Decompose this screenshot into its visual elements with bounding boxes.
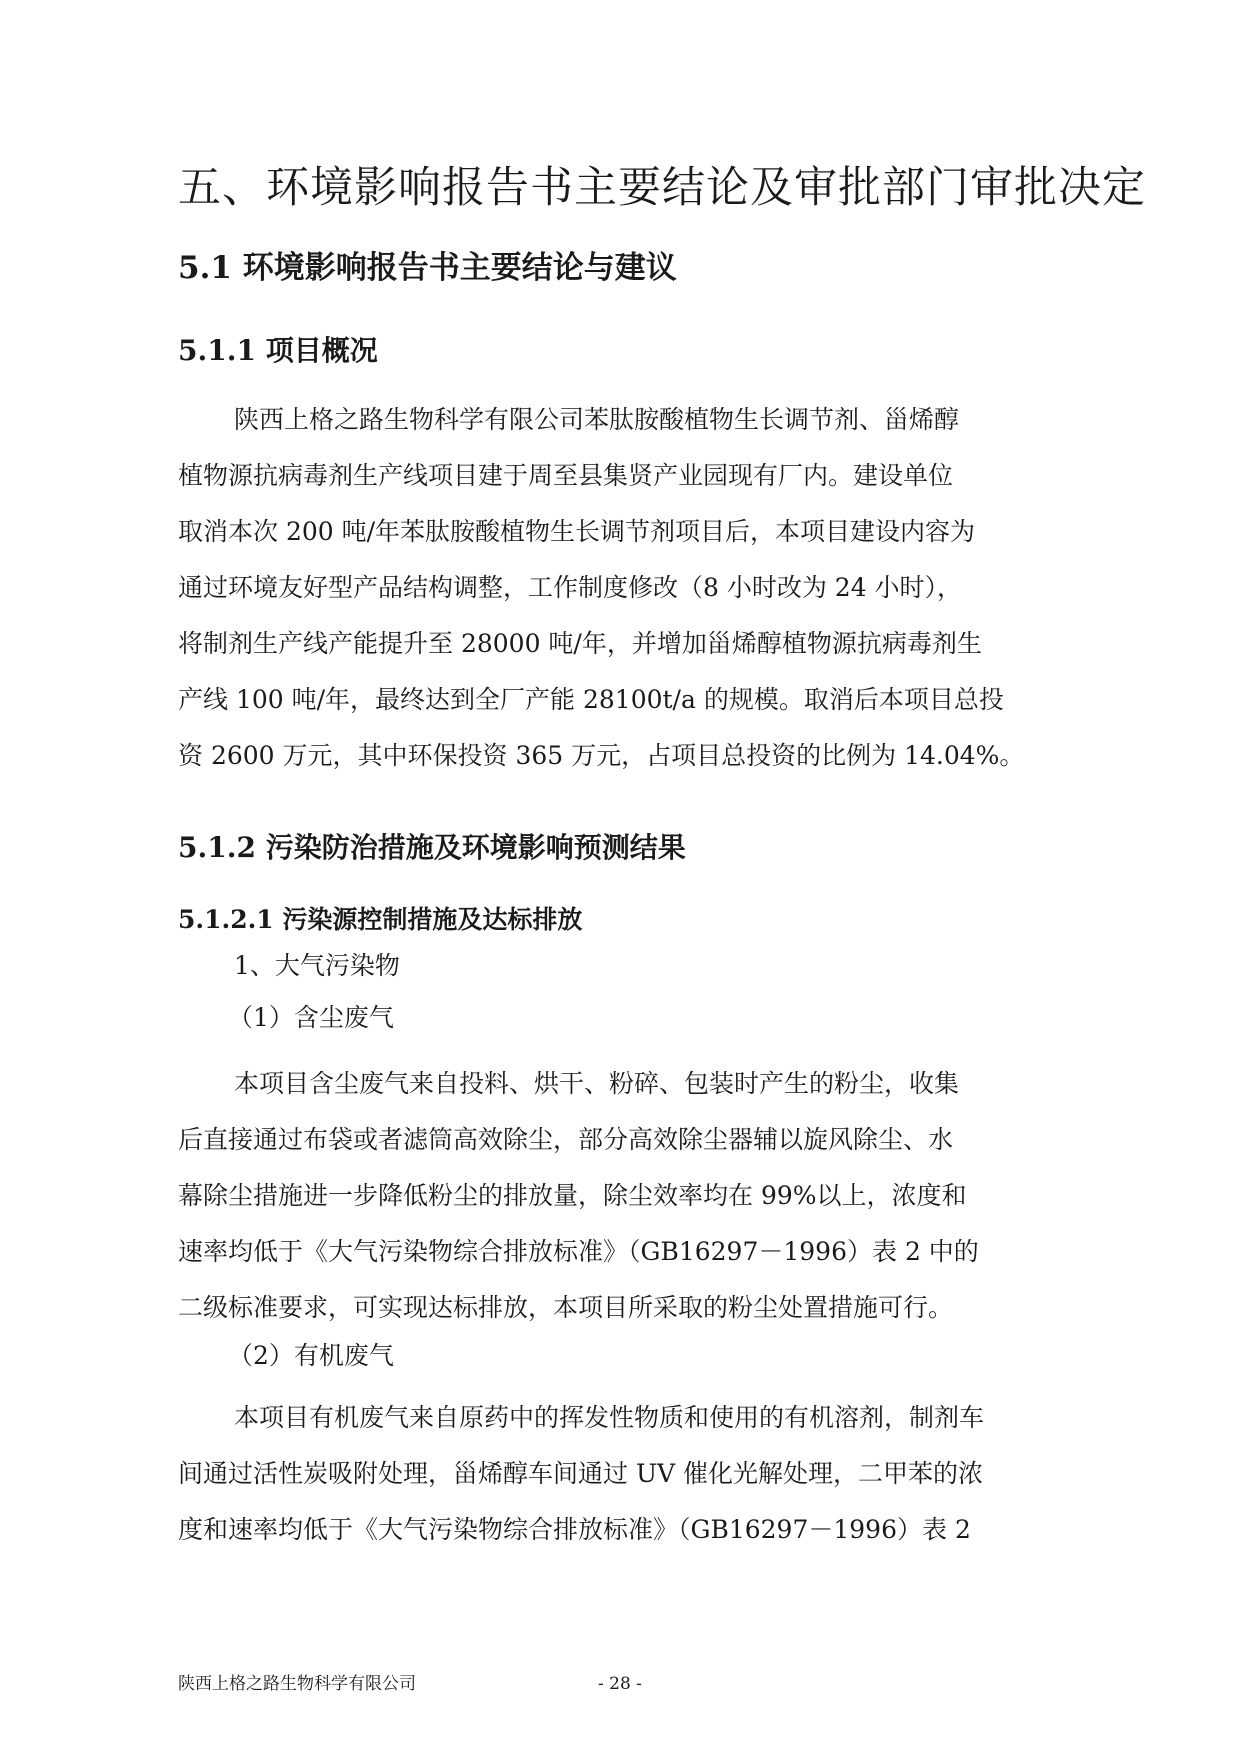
paragraph-line: 陕西上格之路生物科学有限公司苯肽胺酸植物生长调节剂、甾烯醇 xyxy=(234,405,960,434)
paragraph-line: 将制剂生产线产能提升至 28000 吨/年，并增加甾烯醇植物源抗病毒剂生 xyxy=(178,629,982,658)
paragraph-line: 度和速率均低于《大气污染物综合排放标准》（GB16297－1996）表 2 xyxy=(178,1515,971,1544)
section-heading-5-1: 5.1 环境影响报告书主要结论与建议 xyxy=(178,250,677,286)
paragraph-line: 速率均低于《大气污染物综合排放标准》（GB16297－1996）表 2 中的 xyxy=(178,1237,979,1266)
footer-company-name: 陕西上格之路生物科学有限公司 xyxy=(178,1674,416,1694)
chapter-heading: 五、环境影响报告书主要结论及审批部门审批决定 xyxy=(178,163,1146,213)
project-overview-paragraph xyxy=(178,392,1078,784)
paragraph-line: 通过环境友好型产品结构调整，工作制度修改（8 小时改为 24 小时）， xyxy=(178,573,963,602)
paragraph-line: 本项目有机废气来自原药中的挥发性物质和使用的有机溶剂，制剂车 xyxy=(234,1403,985,1432)
list-item-dust-exhaust: （1）含尘废气 xyxy=(228,1003,394,1032)
section-heading-5-1-1: 5.1.1 项目概况 xyxy=(178,334,378,367)
paragraph-line: 间通过活性炭吸附处理，甾烯醇车间通过 UV 催化光解处理，二甲苯的浓 xyxy=(178,1459,984,1488)
paragraph-line: 本项目含尘废气来自投料、烘干、粉碎、包装时产生的粉尘，收集 xyxy=(234,1069,960,1098)
paragraph-line: 产线 100 吨/年，最终达到全厂产能 28100t/a 的规模。取消后本项目总投 xyxy=(178,685,1004,714)
organic-exhaust-paragraph xyxy=(178,1390,1078,1558)
paragraph-line: 二级标准要求，可实现达标排放，本项目所采取的粉尘处置措施可行。 xyxy=(178,1293,954,1322)
paragraph-line: 后直接通过布袋或者滤筒高效除尘，部分高效除尘器辅以旋风除尘、水 xyxy=(178,1125,954,1154)
paragraph-line: 幕除尘措施进一步降低粉尘的排放量，除尘效率均在 99%以上，浓度和 xyxy=(178,1181,967,1210)
footer-page-number: - 28 - xyxy=(598,1674,642,1694)
dust-exhaust-paragraph xyxy=(178,1056,1078,1336)
section-heading-5-1-2-1: 5.1.2.1 污染源控制措施及达标排放 xyxy=(178,905,583,934)
section-heading-5-1-2: 5.1.2 污染防治措施及环境影响预测结果 xyxy=(178,831,686,864)
paragraph-line: 取消本次 200 吨/年苯肽胺酸植物生长调节剂项目后，本项目建设内容为 xyxy=(178,517,976,546)
list-item-air-pollutants: 1、大气污染物 xyxy=(234,951,400,980)
paragraph-line: 资 2600 万元，其中环保投资 365 万元，占项目总投资的比例为 14.04%。 xyxy=(178,741,1025,770)
paragraph-line: 植物源抗病毒剂生产线项目建于周至县集贤产业园现有厂内。建设单位 xyxy=(178,461,954,490)
list-item-organic-exhaust: （2）有机废气 xyxy=(228,1341,394,1370)
